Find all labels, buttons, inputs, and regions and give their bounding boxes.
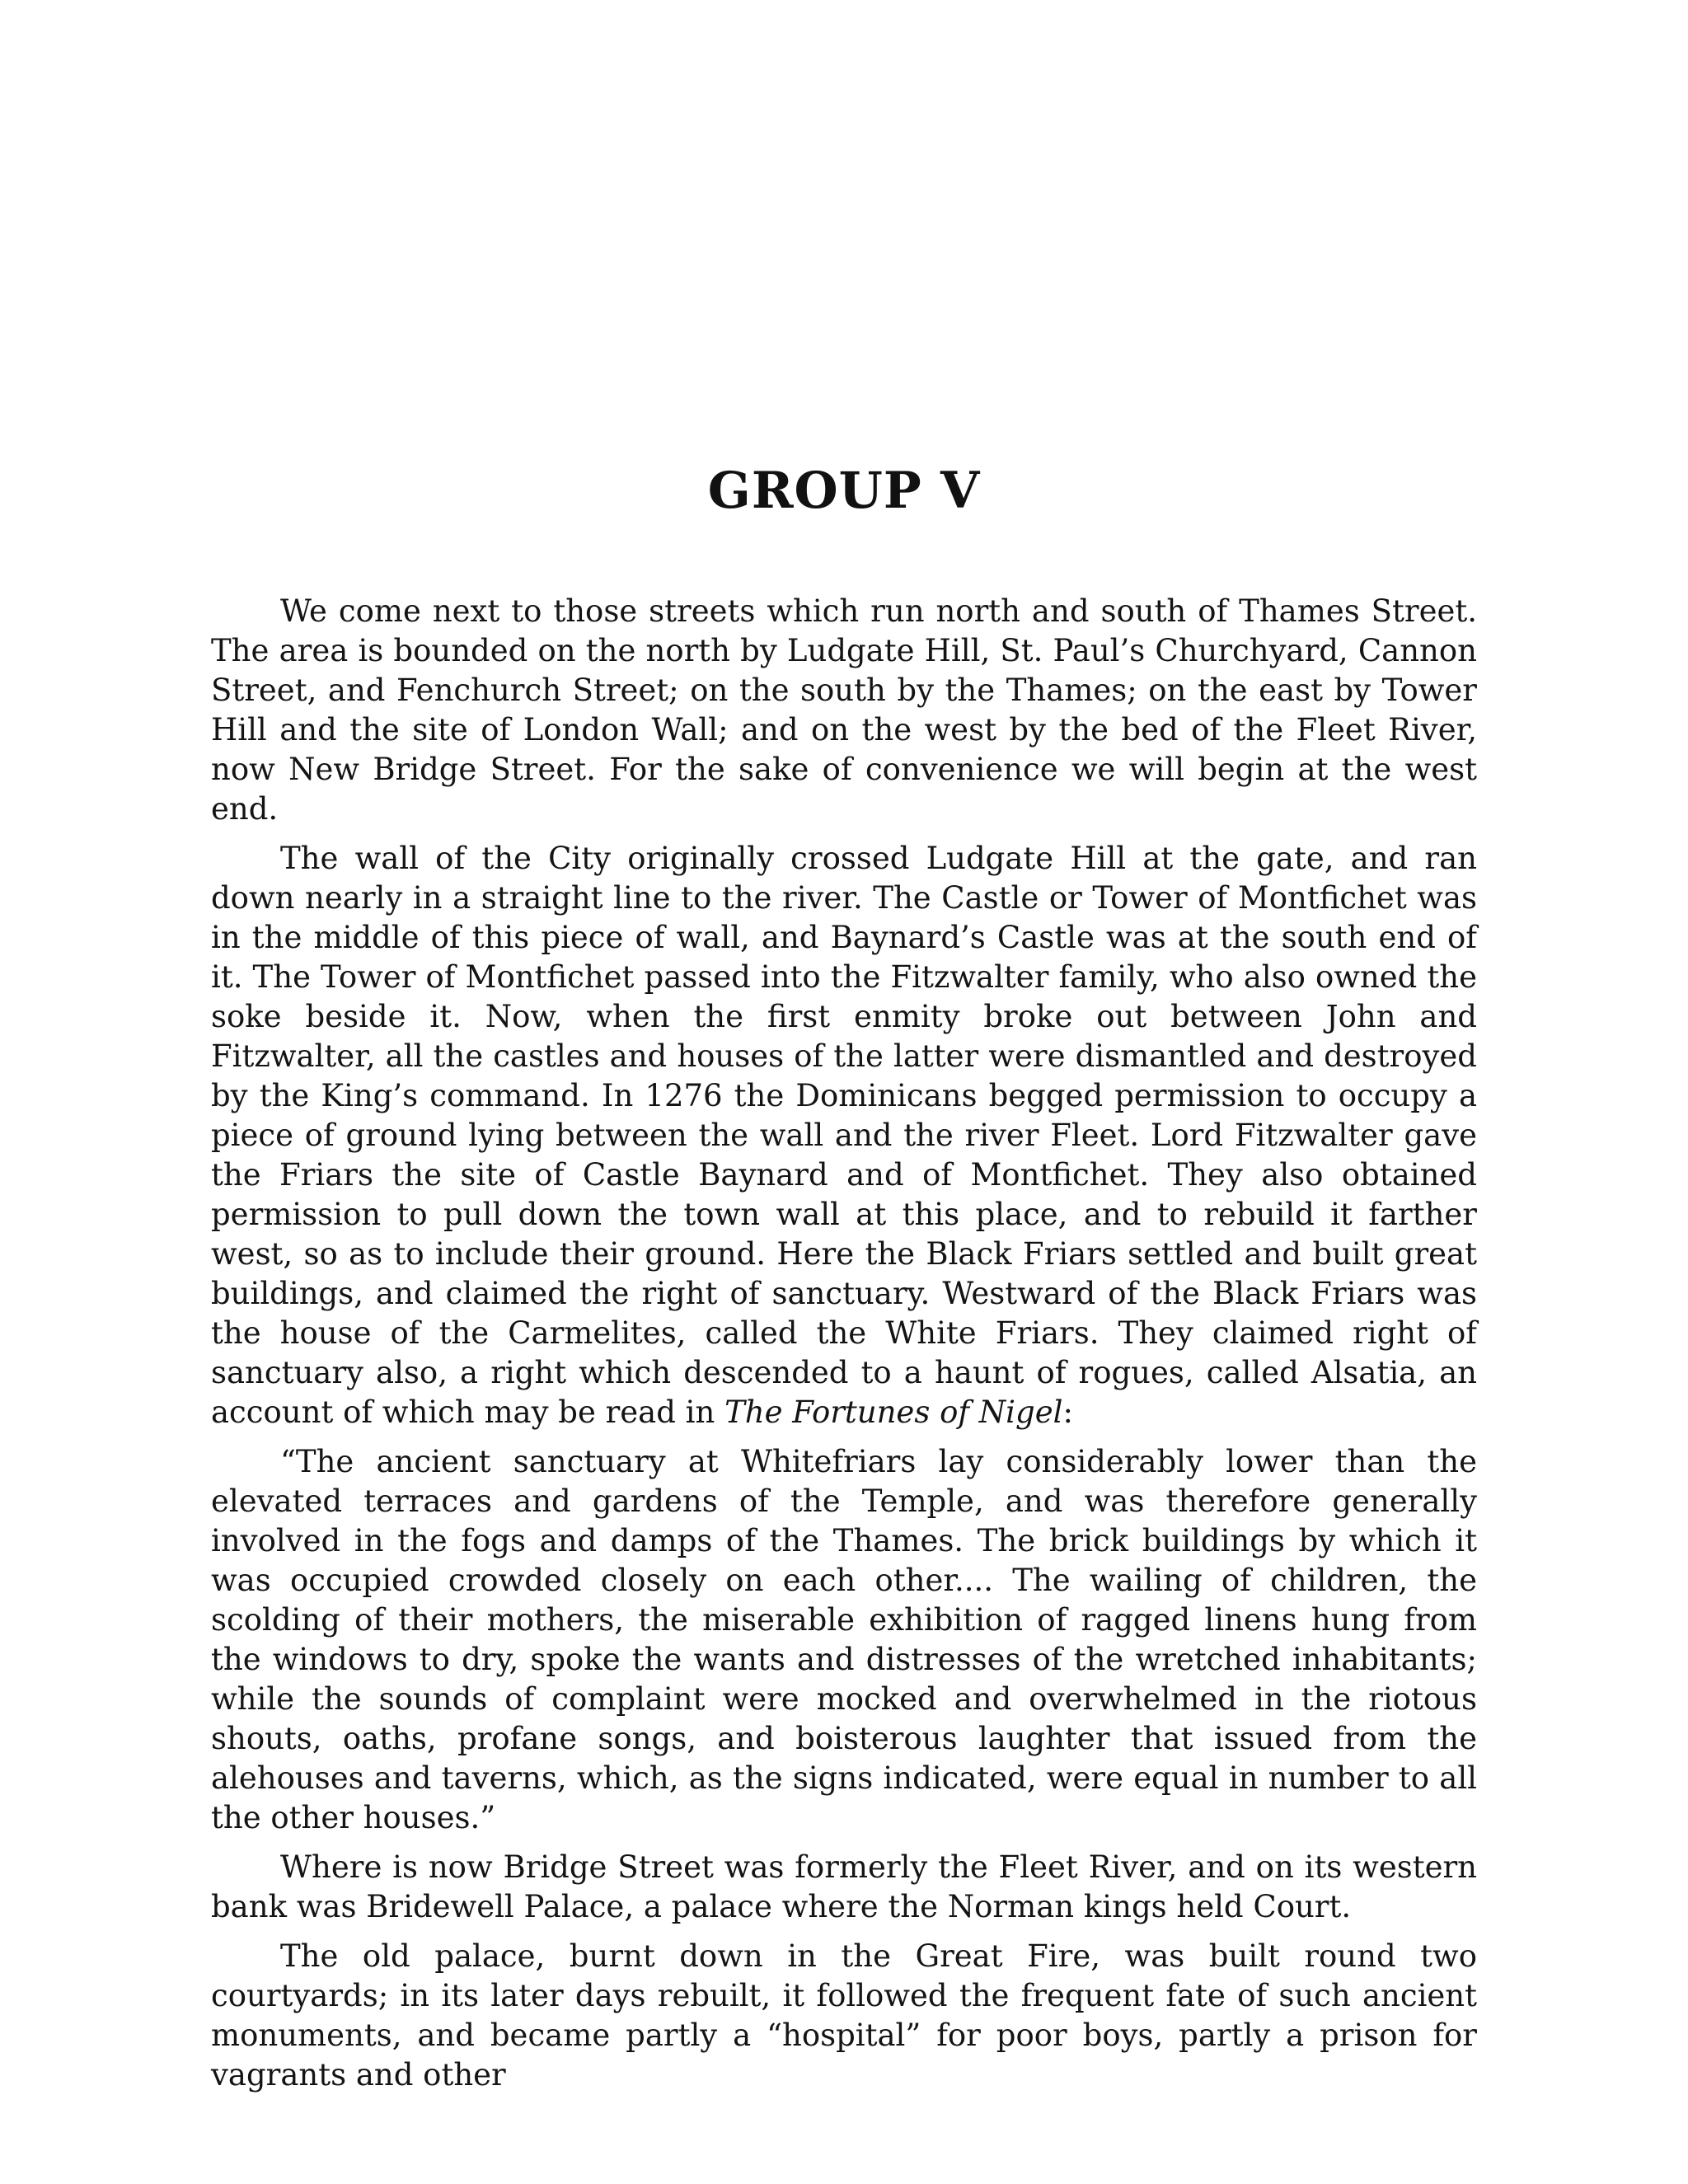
- paragraph-2-end: :: [1062, 1394, 1073, 1430]
- paragraph-3-quotation: “The ancient sanctuary at Whitefriars lay considerably lower than the elevated terraces and gardens of the Temple, and was therefore generally involved in the fogs and damps of the Thames. The brick buildings by which it was occupied crowded closely on each other.... The wailing of children, the scolding of their mothers, the miserable exhibition of ragged linens hung from the windows to dry, spoke the wants and distresses of the wretched inhabitants; while the sounds of complaint were mocked and overwhelmed in the riotous shouts, oaths, profane songs, and boisterous laughter that issued from the alehouses and taverns, which, as the signs indicated, were equal in number to all the other houses.”: [211, 1444, 1477, 1835]
- paragraph-2-text: The wall of the City originally crossed Ludgate Hill at the gate, and ran down nearly in a straight line to the river. The Castle or Tower of Montfichet was in the middle of this piece of wall, and Baynard’s Castle was at the south end of it. The Tower of Montfichet passed into the Fitzwalter family, who also owned the soke beside it. Now, when the first enmity broke out between John and Fitzwalter, all the castles and houses of the latter were dismantled and destroyed by the King’s command. In 1276 the Dominicans begged permission to occupy a piece of ground lying between the wall and the river Fleet. Lord Fitzwalter gave the Friars the site of Castle Baynard and of Montfichet. They also obtained permission to pull down the town wall at this place, and to rebuild it farther west, so as to include their ground. Here the Black Friars settled and built great buildings, and claimed the right of sanctuary. Westward of the Black Friars was the house of the Carmelites, called the White Friars. They claimed right of sanctuary also, a right which descended to a haunt of rogues, called Alsatia, an account of which may be read in: [211, 841, 1477, 1430]
- book-title: The Fortunes of Nigel: [724, 1394, 1063, 1430]
- body-text: [211, 592, 1477, 2095]
- chapter-heading: GROUP V: [707, 462, 981, 520]
- paragraph-5: The old palace, burnt down in the Great Fire, was built round two courtyards; in its later days rebuilt, it followed the frequent fate of such ancient monuments, and became partly a “hospital” for poor boys, partly a prison for vagrants and other: [211, 1938, 1477, 2093]
- paragraph-2: [211, 839, 1477, 1432]
- paragraph-1: We come next to those streets which run north and south of Thames Street. The area is bounded on the north by Ludgate Hill, St. Paul’s Churchyard, Cannon Street, and Fenchurch Street; on the south by the Thames; on the east by Tower Hill and the site of London Wall; and on the west by the bed of the Fleet River, now New Bridge Street. For the sake of convenience we will begin at the west end.: [211, 593, 1477, 827]
- paragraph-4: Where is now Bridge Street was formerly the Fleet River, and on its western bank was Bridewell Palace, a palace where the Norman kings held Court.: [211, 1849, 1477, 1924]
